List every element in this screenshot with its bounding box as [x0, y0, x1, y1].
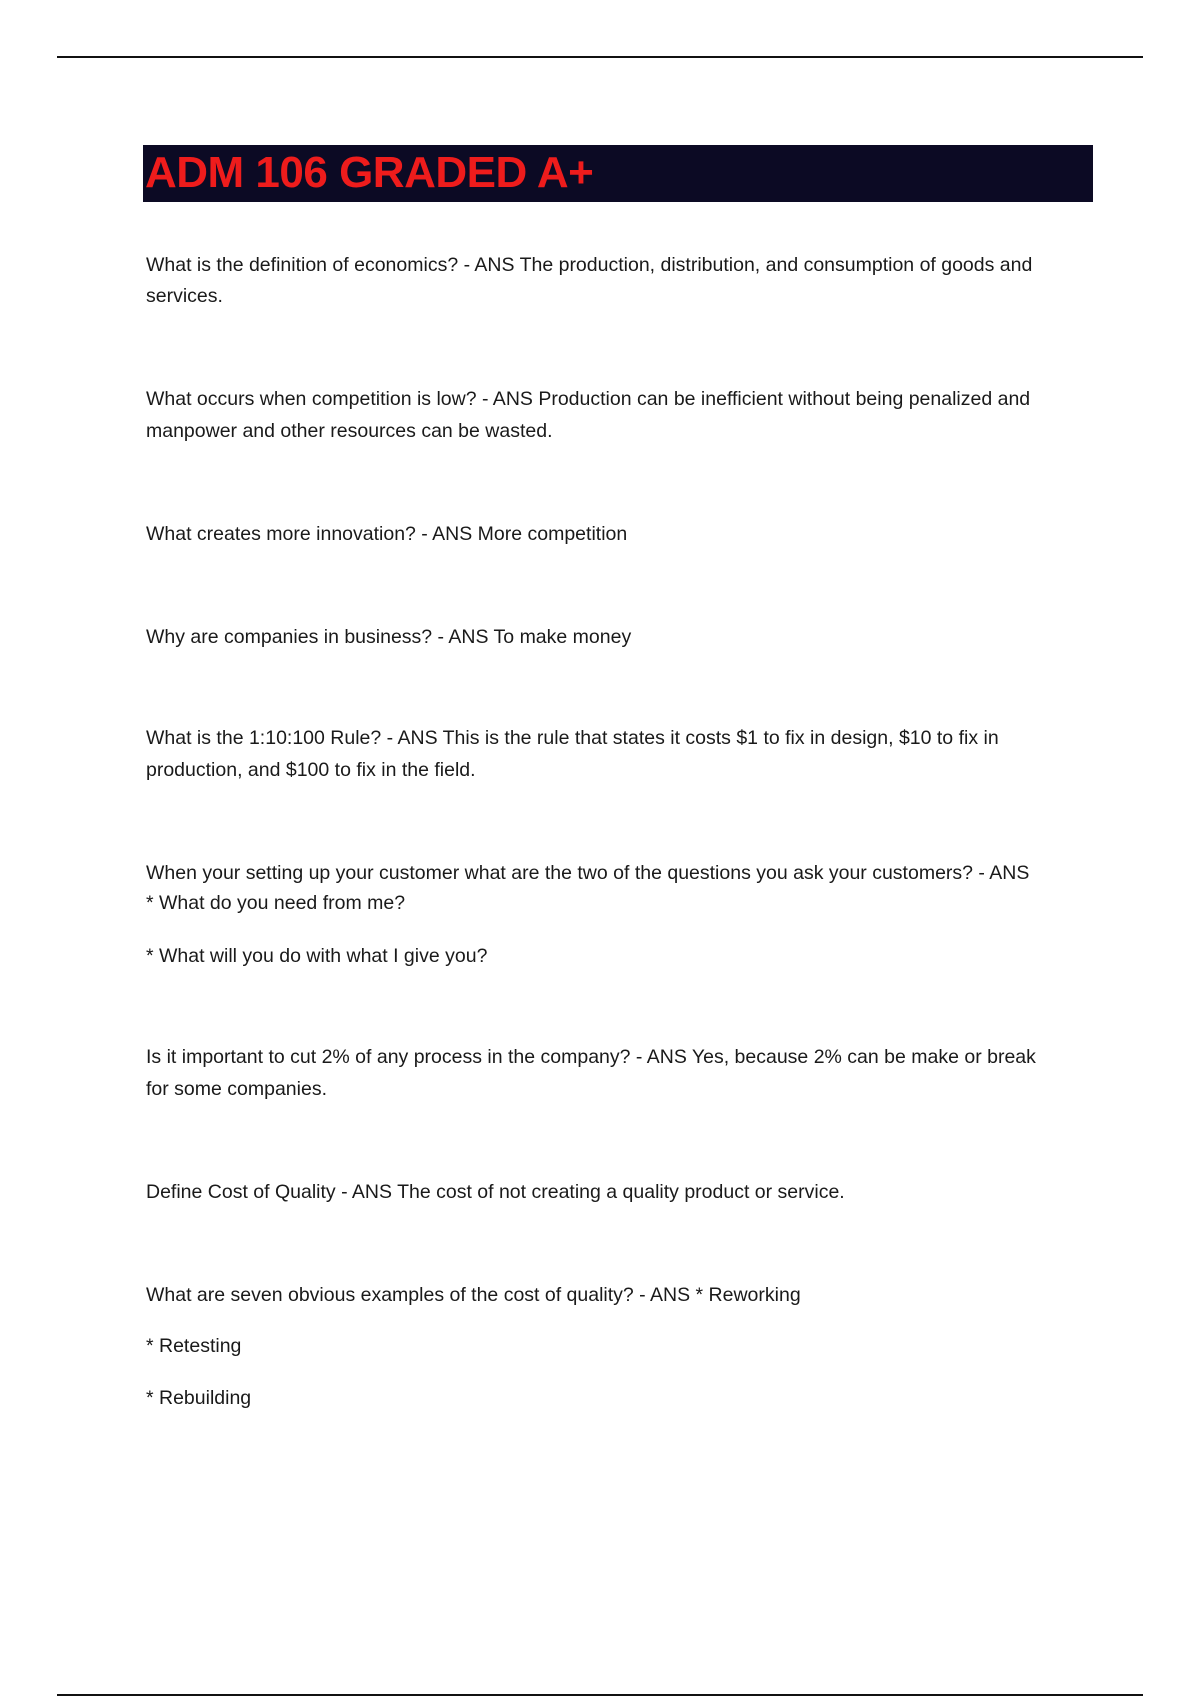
qa-5-line-1: What is the 1:10:100 Rule? - ANS This is the rule that states it costs $1 to fix in design, $10 to fix in	[146, 727, 999, 749]
qa-3-line-1: What creates more innovation? - ANS More competition	[146, 523, 628, 545]
qa-8-line-1: Define Cost of Quality - ANS The cost of not creating a quality product or service.	[146, 1181, 845, 1203]
document-title: ADM 106 GRADED A+	[145, 148, 594, 197]
qa-6-line-1: When your setting up your customer what are the two of the questions you ask your customers? - ANS	[146, 862, 1030, 884]
footer-rule	[57, 1694, 1143, 1696]
qa-7-line-1: Is it important to cut 2% of any process in the company? - ANS Yes, because 2% can be make or break	[146, 1046, 1036, 1068]
qa-2-line-1: What occurs when competition is low? - ANS Production can be inefficient without being penalized and	[146, 388, 1031, 410]
header-rule	[57, 56, 1143, 58]
qa-5-line-2: production, and $100 to fix in the field.	[146, 759, 476, 781]
document-title-banner	[143, 145, 1093, 202]
qa-7-line-2: for some companies.	[146, 1078, 327, 1100]
qa-2-line-2: manpower and other resources can be wasted.	[146, 420, 553, 442]
qa-6-line-2: * What do you need from me?	[146, 892, 406, 914]
qa-1-line-2: services.	[146, 285, 223, 307]
qa-9-line-2: * Retesting	[146, 1335, 242, 1357]
qa-4-line-1: Why are companies in business? - ANS To make money	[146, 626, 632, 648]
qa-9-line-1: What are seven obvious examples of the cost of quality? - ANS * Reworking	[146, 1284, 801, 1306]
qa-6-line-3: * What will you do with what I give you?	[146, 945, 488, 967]
qa-1-line-1: What is the definition of economics? - ANS The production, distribution, and consumption of goods and	[146, 254, 1033, 276]
qa-9-line-3: * Rebuilding	[146, 1387, 252, 1409]
